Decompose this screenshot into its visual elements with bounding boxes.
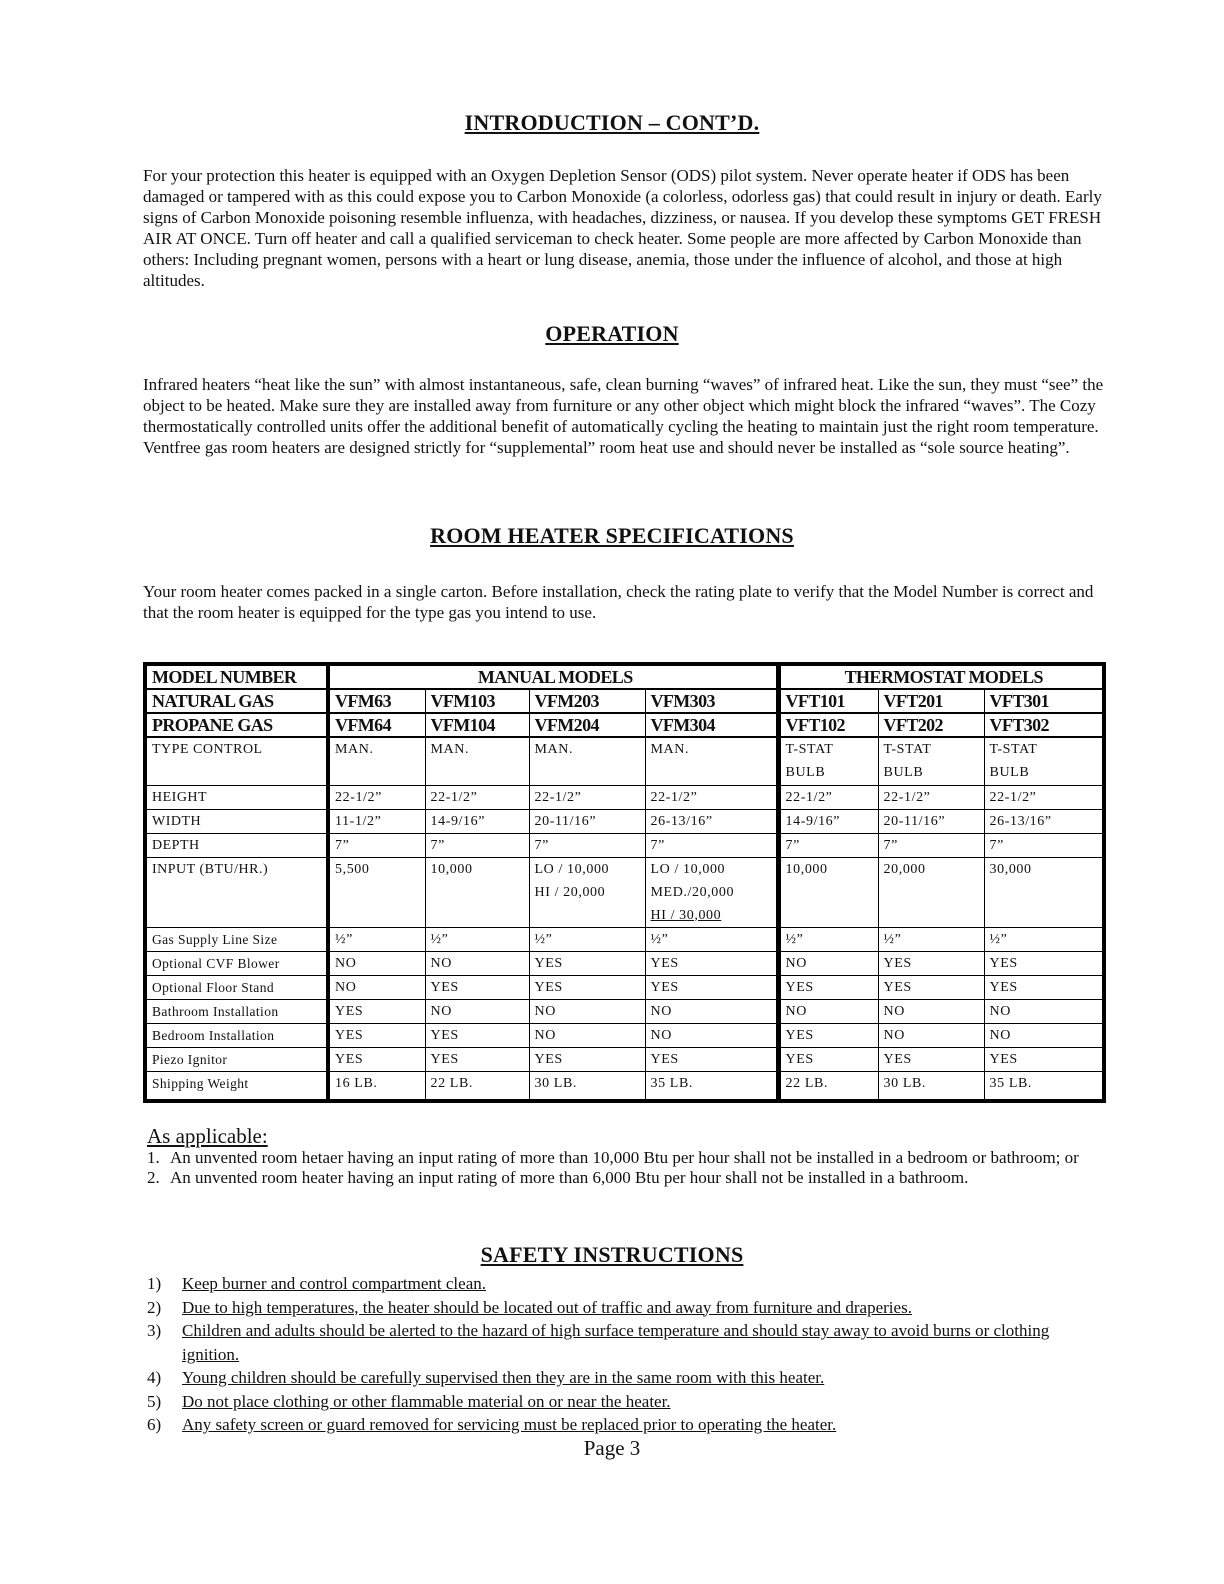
specs-paragraph: Your room heater comes packed in a single carton. Before installation, check the rating plate to verify that the Model Number is correct and that the room heater is equipped for the type gas you intend to use. <box>143 582 1094 622</box>
value-cell: 22-1/2” <box>778 785 878 809</box>
value-cell: YES <box>984 1047 1104 1071</box>
safety-item-text: Children and adults should be alerted to the hazard of high surface temperature and should stay away to avoid burns or clothing ignition. <box>182 1321 1050 1364</box>
value-cell: 7” <box>425 833 529 857</box>
safety-item <box>145 1272 1110 1296</box>
value-line: T-STAT <box>989 742 1038 757</box>
type-control-row <box>145 737 1104 785</box>
value-cell: YES <box>529 975 645 999</box>
value-cell: YES <box>984 951 1104 975</box>
propane-gas-row <box>145 713 1104 737</box>
applicable-item-text: An unvented room hetaer having an input rating of more than 10,000 Btu per hour shall not be installed in a bedroom or bathroom; or <box>170 1148 1079 1167</box>
value-cell: YES <box>984 975 1104 999</box>
value-cell <box>425 857 529 927</box>
value-cell <box>328 857 425 927</box>
value-cell: YES <box>425 1047 529 1071</box>
value-line: MED./20,000 <box>650 884 735 900</box>
value-cell: YES <box>645 1047 778 1071</box>
value-cell <box>984 857 1104 927</box>
value-cell <box>328 737 425 785</box>
safety-item-text: Do not place clothing or other flammable material on or near the heater. <box>182 1391 671 1411</box>
safety-item-number: 1) <box>147 1274 162 1293</box>
applicable-list <box>145 1148 1105 1188</box>
floor-stand-row <box>145 975 1104 999</box>
specs-title: ROOM HEATER SPECIFICATIONS <box>430 523 794 548</box>
value-line: T-STAT <box>785 742 834 757</box>
value-cell: YES <box>645 975 778 999</box>
value-cell: 26-13/16” <box>645 809 778 833</box>
value-line: HI / 30,000 <box>650 907 722 923</box>
value-cell: 7” <box>984 833 1104 857</box>
safety-item-number: 6) <box>147 1415 162 1434</box>
height-row-label: HEIGHT <box>145 785 328 809</box>
value-cell: NO <box>878 1023 984 1047</box>
spec-table <box>143 662 1106 1103</box>
value-cell: 35 LB. <box>984 1071 1104 1101</box>
value-cell: YES <box>878 975 984 999</box>
value-cell: 26-13/16” <box>984 809 1104 833</box>
value-cell: YES <box>778 975 878 999</box>
value-cell: YES <box>529 1047 645 1071</box>
piezo-row-label: Piezo Ignitor <box>145 1047 328 1071</box>
safety-item-text: Keep burner and control compartment clean. <box>182 1274 486 1293</box>
value-cell: YES <box>645 951 778 975</box>
value-line: T-STAT <box>883 742 932 757</box>
value-line: 10,000 <box>430 861 473 877</box>
propane-gas-row-label: PROPANE GAS <box>145 713 328 737</box>
model-cell: VFM303 <box>645 689 778 713</box>
model-cell: VFM203 <box>529 689 645 713</box>
value-cell: YES <box>425 975 529 999</box>
safety-item-number: 2) <box>147 1297 162 1317</box>
applicable-item-number: 2. <box>147 1168 160 1187</box>
model-cell: VFM64 <box>328 713 425 737</box>
value-cell: 22-1/2” <box>425 785 529 809</box>
input-row-label: INPUT (BTU/HR.) <box>145 857 328 927</box>
value-cell: YES <box>328 1047 425 1071</box>
value-cell: 7” <box>645 833 778 857</box>
input-row <box>145 857 1104 927</box>
value-cell: 35 LB. <box>645 1071 778 1101</box>
bathroom-row <box>145 999 1104 1023</box>
value-line: 10,000 <box>785 861 828 877</box>
value-cell: 20-11/16” <box>529 809 645 833</box>
header-row <box>145 664 1104 689</box>
safety-item-text: Young children should be carefully supervised then they are in the same room with this heater. <box>182 1368 825 1387</box>
intro-title: INTRODUCTION – CONT’D. <box>464 110 760 135</box>
cvf-blower-row-label: Optional CVF Blower <box>145 951 328 975</box>
value-cell <box>529 737 645 785</box>
value-line: 30,000 <box>989 861 1032 877</box>
width-row <box>145 809 1104 833</box>
model-cell: VFT302 <box>984 713 1104 737</box>
shipping-row <box>145 1071 1104 1101</box>
value-cell: 22-1/2” <box>984 785 1104 809</box>
safety-item-number: 5) <box>147 1391 162 1411</box>
value-cell: ½” <box>984 927 1104 951</box>
safety-item <box>145 1366 1110 1390</box>
value-cell: NO <box>425 999 529 1023</box>
model-cell: VFT101 <box>778 689 878 713</box>
value-cell: 7” <box>328 833 425 857</box>
safety-title: SAFETY INSTRUCTIONS <box>480 1242 744 1267</box>
manual-models-header: MANUAL MODELS <box>328 664 778 689</box>
page-number: Page 3 <box>583 1436 641 1460</box>
model-cell: VFT102 <box>778 713 878 737</box>
model-cell: VFM204 <box>529 713 645 737</box>
floor-stand-row-label: Optional Floor Stand <box>145 975 328 999</box>
safety-list <box>145 1272 1110 1437</box>
value-cell: 22-1/2” <box>645 785 778 809</box>
safety-item <box>145 1296 1110 1320</box>
value-cell: NO <box>328 975 425 999</box>
value-cell: ½” <box>645 927 778 951</box>
value-cell: ½” <box>328 927 425 951</box>
value-cell: YES <box>778 1023 878 1047</box>
value-cell: 30 LB. <box>529 1071 645 1101</box>
safety-item-number: 4) <box>147 1368 162 1387</box>
safety-item-number: 3) <box>147 1321 162 1340</box>
value-cell <box>778 737 878 785</box>
applicable-item <box>145 1168 1105 1187</box>
value-cell: NO <box>984 999 1104 1023</box>
bathroom-row-label: Bathroom Installation <box>145 999 328 1023</box>
value-cell: NO <box>984 1023 1104 1047</box>
value-cell: 30 LB. <box>878 1071 984 1101</box>
value-cell: NO <box>328 951 425 975</box>
value-cell: 7” <box>529 833 645 857</box>
safety-item <box>145 1319 1110 1366</box>
shipping-row-label: Shipping Weight <box>145 1071 328 1101</box>
value-cell: YES <box>878 951 984 975</box>
height-row <box>145 785 1104 809</box>
model-cell: VFT201 <box>878 689 984 713</box>
value-cell: ½” <box>878 927 984 951</box>
value-cell: ½” <box>778 927 878 951</box>
value-cell: NO <box>529 999 645 1023</box>
value-cell <box>878 737 984 785</box>
natural-gas-row-label: NATURAL GAS <box>145 689 328 713</box>
value-cell: NO <box>645 1023 778 1047</box>
gas-supply-row <box>145 927 1104 951</box>
value-line: BULB <box>883 765 924 780</box>
model-number-label: MODEL NUMBER <box>145 664 328 689</box>
type-control-row-label: TYPE CONTROL <box>145 737 328 785</box>
value-cell <box>878 857 984 927</box>
value-cell: 22-1/2” <box>878 785 984 809</box>
piezo-row <box>145 1047 1104 1071</box>
value-cell: NO <box>878 999 984 1023</box>
value-cell: 22-1/2” <box>529 785 645 809</box>
value-cell: YES <box>878 1047 984 1071</box>
value-cell: YES <box>328 1023 425 1047</box>
depth-row <box>145 833 1104 857</box>
natural-gas-row <box>145 689 1104 713</box>
value-cell: 22-1/2” <box>328 785 425 809</box>
value-line: MAN. <box>534 742 574 757</box>
model-cell: VFT202 <box>878 713 984 737</box>
value-line: BULB <box>989 765 1030 780</box>
value-line: 20,000 <box>883 861 926 877</box>
gas-supply-row-label: Gas Supply Line Size <box>145 927 328 951</box>
thermostat-models-header: THERMOSTAT MODELS <box>778 664 1104 689</box>
value-line: HI / 20,000 <box>534 884 606 900</box>
safety-item-text: Due to high temperatures, the heater should be located out of traffic and away from furniture and draperies. <box>182 1297 912 1317</box>
value-cell: NO <box>425 951 529 975</box>
value-cell: 14-9/16” <box>778 809 878 833</box>
value-cell: 14-9/16” <box>425 809 529 833</box>
value-line: LO / 10,000 <box>534 861 610 877</box>
applicable-item-number: 1. <box>147 1148 160 1167</box>
value-cell: 16 LB. <box>328 1071 425 1101</box>
value-cell: 7” <box>778 833 878 857</box>
value-cell <box>984 737 1104 785</box>
safety-item <box>145 1390 1110 1414</box>
value-cell: YES <box>425 1023 529 1047</box>
safety-item-text: Any safety screen or guard removed for servicing must be replaced prior to operating the heater. <box>182 1415 837 1434</box>
model-cell: VFT301 <box>984 689 1104 713</box>
value-cell: ½” <box>529 927 645 951</box>
value-cell <box>778 857 878 927</box>
value-cell: NO <box>645 999 778 1023</box>
intro-paragraph: For your protection this heater is equipped with an Oxygen Depletion Sensor (ODS) pilot system. Never operate heater if ODS has been damaged or tampered with as this could expose you to Carbon Monoxide (a colorless, odorless gas) that could result in injury or death. Early signs of Carbon Monoxide poisoning resemble influenza, with headaches, dizziness, or nausea. If you develop these symptoms GET FRESH AIR AT ONCE. Turn off heater and call a qualified serviceman to check heater. Some people are more affected by Carbon Monoxide than others: Including pregnant women, persons with a heart or lung disease, anemia, those under the influence of alcohol, and those at high altitudes. <box>143 166 1102 290</box>
operation-paragraph: Infrared heaters “heat like the sun” with almost instantaneous, safe, clean burning “waves” of infrared heat. Like the sun, they must “see” the object to be heated. Make sure they are installed away from furniture or any other object which might block the infrared “waves”. The Cozy thermostatically controlled units offer the additional benefit of automatically cycling the heating to maintain just the right room temperature. Ventfree gas room heaters are designed strictly for “supplemental” room heat use and should never be installed as “sole source heating”. <box>143 375 1104 457</box>
value-cell: NO <box>778 999 878 1023</box>
applicable-item <box>145 1148 1105 1167</box>
operation-title: OPERATION <box>545 321 679 346</box>
value-cell: 11-1/2” <box>328 809 425 833</box>
value-cell <box>645 857 778 927</box>
value-cell <box>529 857 645 927</box>
applicable-item-text: An unvented room heater having an input rating of more than 6,000 Btu per hour shall not be installed in a bathroom. <box>170 1168 969 1187</box>
value-line: BULB <box>785 765 826 780</box>
bedroom-row <box>145 1023 1104 1047</box>
model-cell: VFM63 <box>328 689 425 713</box>
value-cell: 22 LB. <box>778 1071 878 1101</box>
model-cell: VFM304 <box>645 713 778 737</box>
model-cell: VFM104 <box>425 713 529 737</box>
value-cell: 20-11/16” <box>878 809 984 833</box>
applicable-title: As applicable: <box>147 1124 268 1148</box>
value-cell: YES <box>778 1047 878 1071</box>
value-line: LO / 10,000 <box>650 861 726 877</box>
value-line: MAN. <box>650 742 690 757</box>
value-line: MAN. <box>430 742 470 757</box>
safety-item <box>145 1413 1110 1437</box>
cvf-blower-row <box>145 951 1104 975</box>
value-cell: 22 LB. <box>425 1071 529 1101</box>
value-line: MAN. <box>335 742 374 757</box>
depth-row-label: DEPTH <box>145 833 328 857</box>
value-cell: NO <box>778 951 878 975</box>
value-cell: ½” <box>425 927 529 951</box>
model-cell: VFM103 <box>425 689 529 713</box>
width-row-label: WIDTH <box>145 809 328 833</box>
value-cell <box>645 737 778 785</box>
value-line: 5,500 <box>335 861 370 877</box>
value-cell: YES <box>328 999 425 1023</box>
value-cell: 7” <box>878 833 984 857</box>
bedroom-row-label: Bedroom Installation <box>145 1023 328 1047</box>
value-cell: YES <box>529 951 645 975</box>
value-cell <box>425 737 529 785</box>
value-cell: NO <box>529 1023 645 1047</box>
